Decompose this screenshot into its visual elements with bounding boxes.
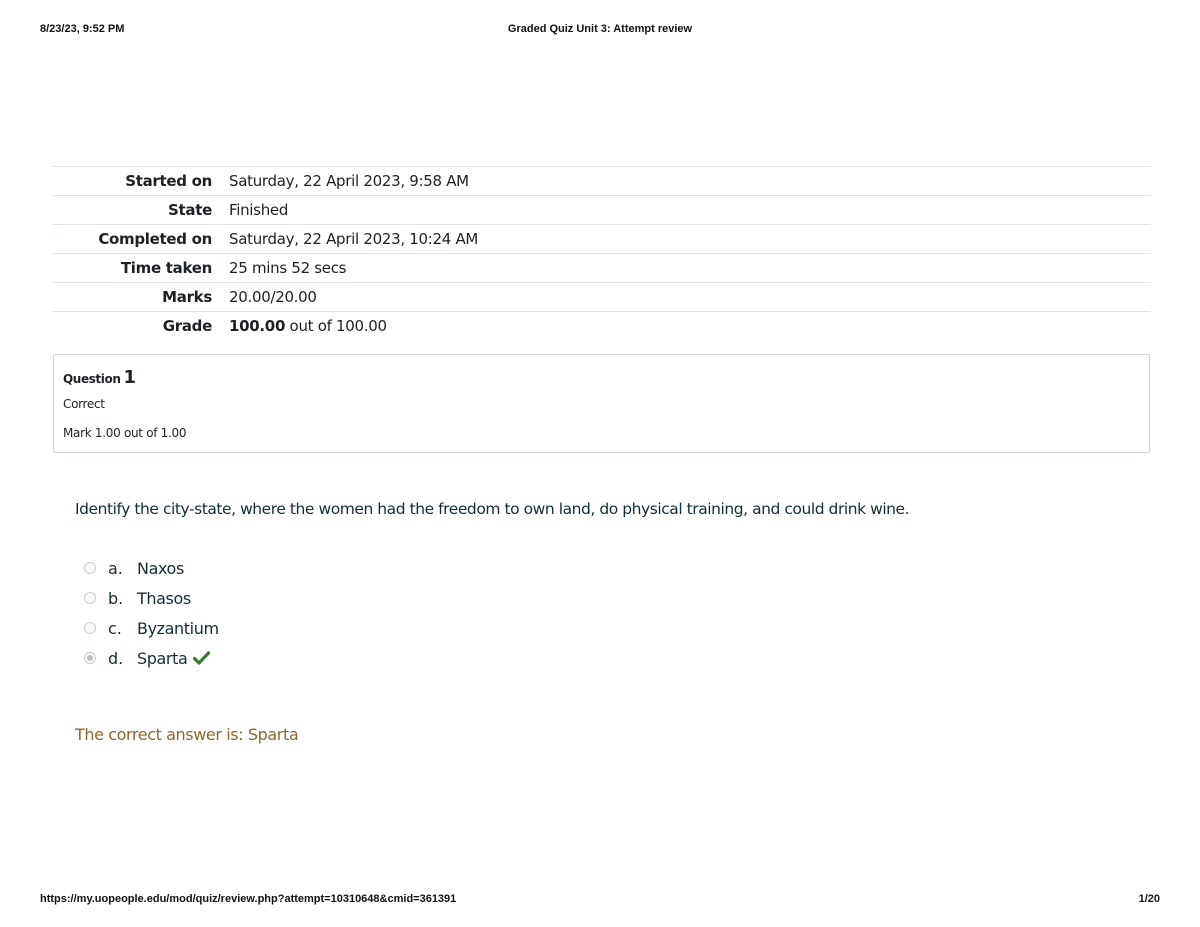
- summary-label: State: [168, 201, 212, 219]
- answer-option-d[interactable]: [84, 643, 219, 673]
- summary-value: 25 mins 52 secs: [229, 259, 347, 277]
- summary-value: Saturday, 22 April 2023, 9:58 AM: [229, 172, 469, 190]
- answer-text: Thasos: [137, 588, 191, 608]
- attempt-summary-table: [53, 166, 1151, 340]
- correct-answer-feedback: The correct answer is: Sparta: [75, 725, 299, 744]
- answer-letter: b.: [108, 588, 124, 608]
- summary-label: Started on: [125, 172, 212, 190]
- question-number-value: 1: [123, 367, 136, 388]
- question-state: Correct: [63, 397, 105, 411]
- summary-value: Saturday, 22 April 2023, 10:24 AM: [229, 230, 479, 248]
- print-page-number: 1/20: [1138, 893, 1160, 905]
- question-text: Identify the city-state, where the women had the freedom to own land, do physical training, and could drink wine.: [75, 500, 910, 518]
- summary-row-completed: [53, 225, 1151, 254]
- radio-button-selected[interactable]: [84, 652, 96, 664]
- answer-option-c[interactable]: [84, 613, 219, 643]
- summary-value: Finished: [229, 201, 289, 219]
- grade-value: 100.00: [229, 317, 286, 335]
- answer-text: Byzantium: [137, 618, 219, 638]
- grade-out-of: out of 100.00: [285, 317, 387, 335]
- summary-value: 20.00/20.00: [229, 288, 317, 306]
- radio-button[interactable]: [84, 622, 96, 634]
- print-title: Graded Quiz Unit 3: Attempt review: [507, 23, 693, 35]
- answer-option-b[interactable]: [84, 583, 219, 613]
- summary-value: [229, 317, 387, 335]
- question-prefix: Question: [63, 372, 121, 386]
- summary-label: Grade: [162, 317, 212, 335]
- answer-letter: d.: [108, 648, 124, 668]
- radio-button[interactable]: [84, 592, 96, 604]
- summary-row-grade: [53, 312, 1151, 340]
- summary-label: Completed on: [98, 230, 212, 248]
- answer-text: Sparta: [137, 648, 188, 668]
- summary-label: Marks: [162, 288, 212, 306]
- print-header: [0, 23, 1200, 37]
- print-url: https://my.uopeople.edu/mod/quiz/review.php?attempt=10310648&cmid=361391: [40, 893, 457, 905]
- check-icon: [193, 651, 210, 665]
- question-info-box: [53, 354, 1150, 453]
- summary-row-marks: [53, 283, 1151, 312]
- question-number: [63, 367, 136, 388]
- print-datetime: 8/23/23, 9:52 PM: [40, 23, 125, 35]
- answer-letter: c.: [108, 618, 122, 638]
- summary-row-time-taken: [53, 254, 1151, 283]
- question-mark: Mark 1.00 out of 1.00: [63, 426, 187, 440]
- summary-label: Time taken: [120, 259, 212, 277]
- radio-button[interactable]: [84, 562, 96, 574]
- answer-list: [84, 553, 219, 673]
- summary-row-started: [53, 167, 1151, 196]
- answer-letter: a.: [108, 558, 123, 578]
- answer-text: Naxos: [137, 558, 184, 578]
- summary-row-state: [53, 196, 1151, 225]
- answer-option-a[interactable]: [84, 553, 219, 583]
